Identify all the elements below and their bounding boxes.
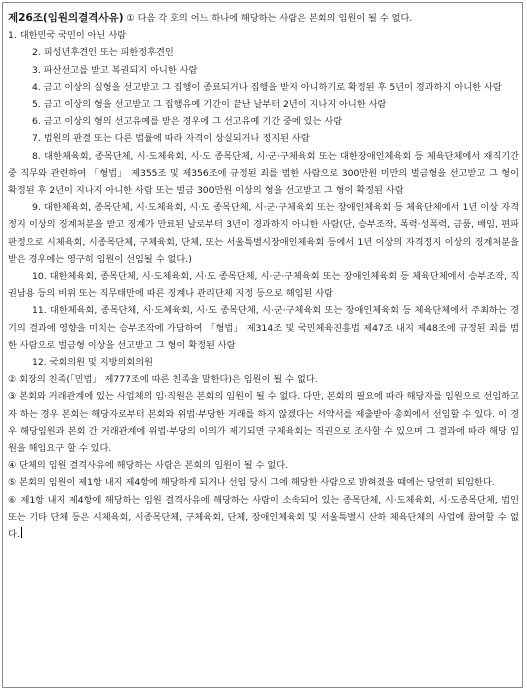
clause-text: 본회와 거래관계에 있는 사업체의 임·직원은 본회의 임원이 될 수 없다. 다만, 본회의 필요에 따라 해당자를 임원으로 선임하고자 하는 경우 본회는 해당자로부터 본회와 위법·부당한 거래를 하지 않겠다는 서약서를 제출받아 총회에서 선임할 수 있다. 이 경우 해당임원과 본회 간 거래관계에 위법·부당의 이의가 제기되면 구체육회는 직권으로 조사할 수 있으며 그 결과에 따라 해당 임원을 해임요구 할 수 있다. — [8, 391, 519, 455]
list-item — [8, 302, 519, 354]
article-heading — [8, 10, 519, 27]
item-text: 법원의 판결 또는 다른 법률에 따라 자격이 상실되거나 정지된 사람 — [43, 133, 310, 145]
item-text: 국회의원 및 지방의회의원 — [49, 357, 154, 369]
item-text: 대한체육회, 종목단체, 시·도체육회, 시·도 종목단체, 시·군·구체육회 또는 장애인체육회 등 체육단체에서 승부조작, 직권남용 등의 비위 또는 직무태만에 따른 징계나 관리단체 지정 등으로 해임된 사람 — [8, 271, 519, 300]
list-item — [8, 27, 519, 44]
list-item — [8, 113, 519, 130]
item-number: 5. — [32, 99, 41, 111]
clause-mark: ③ — [8, 391, 17, 403]
clause — [8, 371, 519, 388]
list-item — [8, 79, 519, 96]
item-text: 금고 이상의 실형을 선고받고 그 집행이 종료되거나 집행을 받지 아니하기로 확정된 후 5년이 경과하지 아니한 사람 — [43, 81, 502, 93]
item-number: 3. — [32, 64, 41, 76]
clause — [8, 492, 519, 544]
text-cursor — [21, 527, 22, 538]
item-number: 8. — [32, 150, 41, 162]
item-number: 6. — [32, 116, 41, 128]
clause — [8, 474, 519, 491]
clause-mark: ④ — [8, 460, 17, 472]
item-number: 9. — [32, 202, 41, 214]
list-item — [8, 44, 519, 61]
clause-mark: ② — [8, 374, 17, 386]
item-number: 11. — [32, 305, 47, 317]
item-number: 4. — [32, 81, 41, 93]
list-item — [8, 199, 519, 268]
list-item — [8, 268, 519, 302]
item-number: 7. — [32, 133, 41, 145]
item-text: 대한체육회, 종목단체, 시·도체육회, 시·도 종목단체, 시·군·구체육회 또는 장애인체육회 등 체육단체에서 주최하는 경기의 결과에 영향을 미치는 승부조작에 가담하여 「형법」 제314조 및 국민체육진흥법 제47조 내지 제48조에 규정된 죄를 범한 사람으로 벌금형 이상을 선고받고 그 형이 확정된 사람 — [8, 305, 520, 351]
item-text: 파산선고를 받고 복권되지 아니한 사람 — [43, 64, 198, 76]
item-number: 2. — [32, 47, 41, 59]
clause — [8, 457, 519, 474]
item-text: 대한체육회, 종목단체, 시·도체육회, 시·도 종목단체, 시·군·구체육회 또는 장애인체육회 등 체육단체에서 1년 이상 자격정지 이상의 징계처분을 받고 징계가 만료된 날로부터 3년이 경과하지 아니한 사람(단, 승부조작, 폭력·성폭력, 금품, 배임, 편파판정으로 시체육회, 시종목단체, 구체육회, 단체, 또는 서울특별시장애인체육회 등에서 1년 이상의 자격정지 이상의 징계처분을 받은 경우에는 영구히 임원이 선임될 수 없다.) — [8, 202, 519, 265]
item-text: 대한민국 국민이 아닌 사람 — [19, 30, 127, 42]
document-body — [8, 10, 519, 543]
list-item — [8, 354, 519, 371]
item-text: 금고 이상의 형을 선고받고 그 집행유예 기간이 끝난 날부터 2년이 지나지 아니한 사람 — [43, 99, 387, 111]
item-text: 금고 이상의 형의 선고유예를 받은 경우에 그 선고유예 기간 중에 있는 사람 — [43, 116, 343, 128]
list-item — [8, 148, 519, 200]
item-number: 10. — [32, 271, 47, 283]
article-intro: ① 다음 각 호의 어느 하나에 해당하는 사람은 본회의 임원이 될 수 없다. — [126, 13, 413, 24]
list-item — [8, 96, 519, 113]
clause-text: 본회의 임원이 제1항 내지 제4항에 해당하게 되거나 선임 당시 그에 해당한 사람으로 밝혀졌을 때에는 당연히 퇴임한다. — [19, 477, 495, 489]
clause-text: 제1항 내지 제4항에 해당하는 임원 결격사유에 해당하는 사람이 소속되어 있는 종목단체, 시·도체육회, 시·도종목단체, 법인 또는 기타 단체 등은 시체육회, 시종목단체, 구체육회, 단체, 장애인체육회 및 서울특별시 산하 체육단체의 사업에 참여할 수 없다. — [8, 494, 519, 541]
clause-text: 단체의 임원 결격사유에 해당하는 사람은 본회의 임원이 될 수 없다. — [19, 460, 289, 472]
clause-mark: ⑥ — [8, 494, 17, 506]
article-title: 제26조(임원의결격사유) — [8, 12, 124, 24]
list-item — [8, 130, 519, 147]
clause-text: 회장의 친족(「민법」 제777조에 따른 친족을 말한다)은 임원이 될 수 없다. — [19, 374, 318, 386]
item-number: 1. — [8, 30, 17, 42]
item-text: 피성년후견인 또는 피한정후견인 — [43, 47, 174, 59]
item-number: 12. — [32, 357, 47, 369]
list-item — [8, 62, 519, 79]
clause — [8, 388, 519, 457]
item-text: 대한체육회, 종목단체, 시·도체육회, 시·도 종목단체, 시·군·구체육회 또는 대한장애인체육회 등 체육단체에서 재직기간 중 직무와 관련하여 「형법」 제355조 및 제356조에 규정된 죄를 범한 사람으로 300만원 미만의 벌금형을 선고받고 그 형이 확정된 후 2년이 지나지 아니한 사람 또는 벌금 300만원 이상의 형을 선고받고 그 형이 확정된 사람 — [8, 150, 520, 197]
clause-mark: ⑤ — [8, 477, 17, 489]
